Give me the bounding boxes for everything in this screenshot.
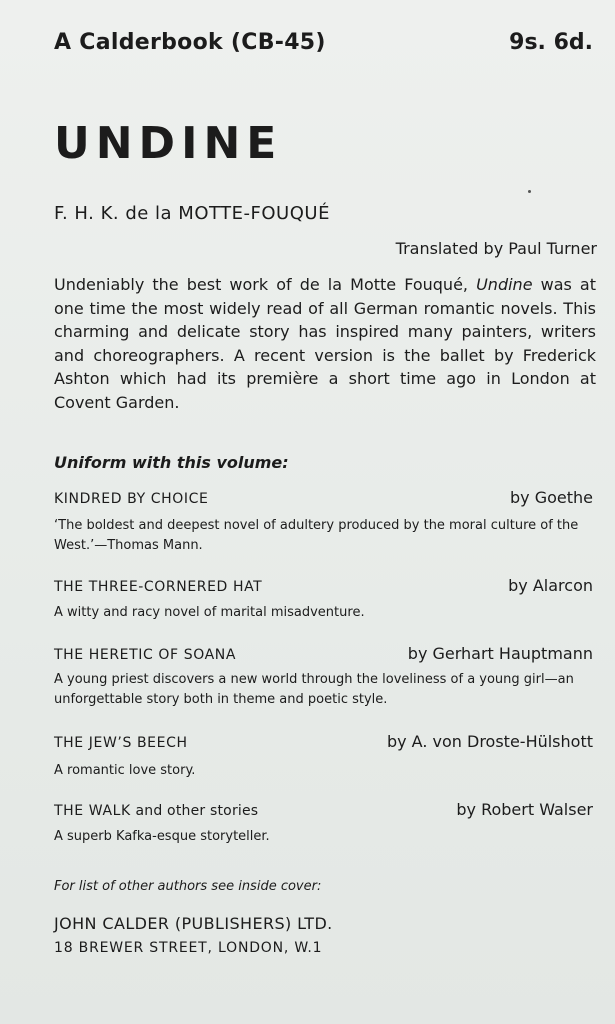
uniform-book-description: A superb Kafka-esque storyteller. [54,829,270,844]
book-author: F. H. K. de la MOTTE-FOUQUÉ [54,203,330,224]
uniform-book-description: A witty and racy novel of marital misadventure. [54,605,365,620]
uniform-book-title-main: THE WALK [54,803,131,819]
price-label: 9s. 6d. [509,30,593,55]
translator-credit: Translated by Paul Turner [395,239,597,258]
uniform-book-description: ‘The boldest and deepest novel of adultery produced by the moral culture of the West.’—Thomas Mann. [54,518,579,553]
uniform-book-title: THE THREE-CORNERED HAT [54,579,263,595]
blurb-paragraph [54,273,596,414]
uniform-book-title: KINDRED BY CHOICE [54,491,209,507]
uniform-book-author: by Alarcon [508,576,593,595]
uniform-book-title: THE JEW’S BEECH [54,735,188,751]
uniform-book-author: by Gerhart Hauptmann [407,644,593,663]
uniform-book-author: by Goethe [510,488,593,507]
uniform-book-description: A young priest discovers a new world through the loveliness of a young girl—an unforgettable story both in theme and poetic style. [54,672,574,707]
uniform-book-author: by Robert Walser [456,800,593,819]
blurb-italic-title: Undine [476,275,533,294]
blurb-text-1: Undeniably the best work of de la Motte Fouqué, [54,275,477,294]
uniform-book-title-suffix: and other stories [130,803,259,819]
uniform-book-description: A romantic love story. [54,763,196,778]
publisher-address: 18 BREWER STREET, LONDON, W.1 [54,940,323,956]
print-speck [528,190,531,193]
footer-note: For list of other authors see inside cover: [54,879,322,894]
book-title: UNDINE [54,118,283,169]
publisher-name: JOHN CALDER (PUBLISHERS) LTD. [54,914,333,933]
uniform-book-author: by A. von Droste-Hülshott [386,732,593,751]
uniform-heading: Uniform with this volume: [54,453,289,472]
uniform-book-title [54,803,258,819]
uniform-book-title: THE HERETIC OF SOANA [54,647,237,663]
blurb-text-2: was at one time the most widely read of all German romantic novels. This charming and delicate story has inspired many painters, writers and choreographers. A recent version is the ballet by Frederick Ashton which had its première a short time ago in London at Covent Garden. [54,275,596,412]
series-label: A Calderbook (CB-45) [54,30,326,55]
